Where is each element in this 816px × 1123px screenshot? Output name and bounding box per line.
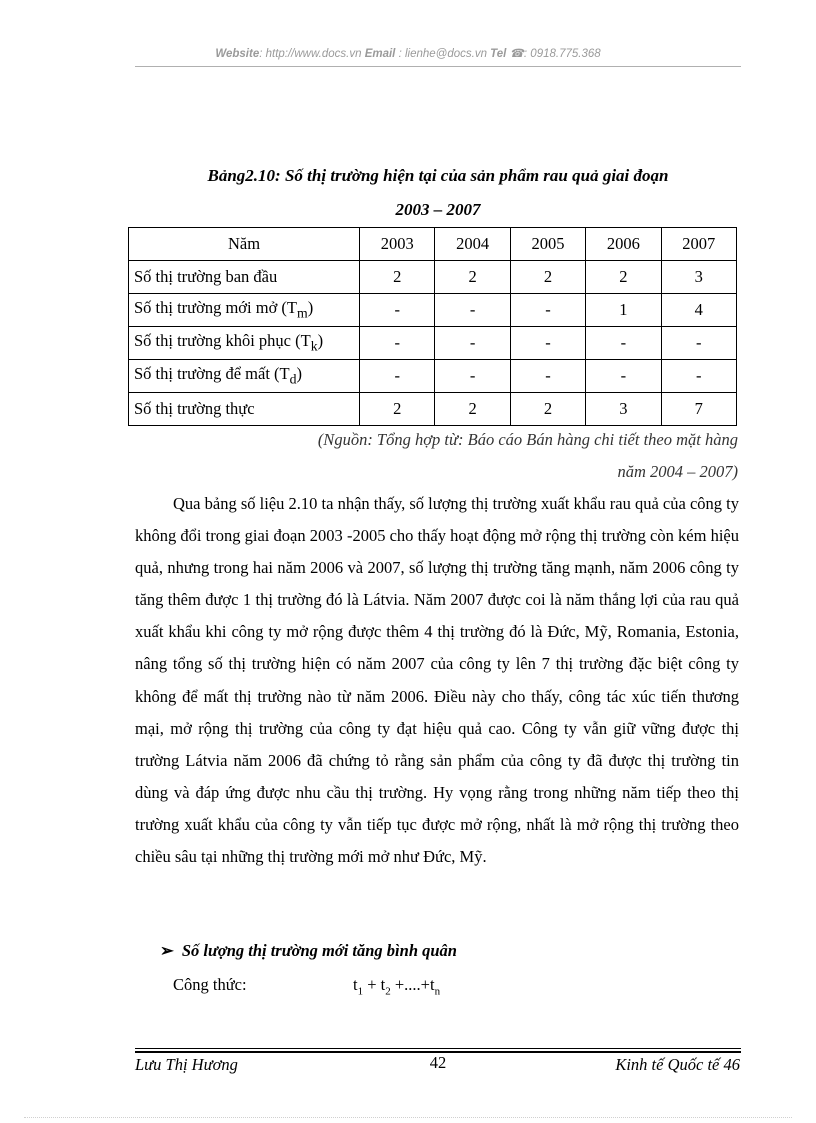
header-cell: 2005 bbox=[510, 228, 585, 261]
header-divider bbox=[135, 66, 741, 67]
table-caption-line1: Bảng2.10: Số thị trường hiện tại của sản phẩm rau quả giai đoạn bbox=[207, 166, 669, 185]
table-cell: - bbox=[586, 327, 661, 360]
table-cell: - bbox=[435, 327, 510, 360]
table-cell: 3 bbox=[586, 393, 661, 426]
markets-table bbox=[128, 227, 737, 426]
table-cell: 2 bbox=[586, 261, 661, 294]
table-cell: - bbox=[360, 294, 435, 327]
tel-value: : 0918.775.368 bbox=[523, 48, 601, 60]
formula-expression: $t_1 + t_2 +....+t_n$ bbox=[353, 975, 441, 998]
row-label: Số thị trường thực bbox=[129, 393, 360, 426]
table-cell: 4 bbox=[661, 294, 736, 327]
table-cell: - bbox=[586, 360, 661, 393]
table-cell: 7 bbox=[661, 393, 736, 426]
header-cell: Năm bbox=[129, 228, 360, 261]
source-note-line1: (Nguồn: Tổng hợp từ: Báo cáo Bán hàng chi tiết theo mặt hàng bbox=[317, 430, 738, 449]
table-cell: - bbox=[510, 294, 585, 327]
source-note-line2: năm 2004 – 2007) bbox=[617, 462, 738, 481]
table-cell: - bbox=[510, 327, 585, 360]
formula-label: Công thức: bbox=[173, 975, 247, 994]
table-cell: - bbox=[360, 327, 435, 360]
table-row bbox=[129, 261, 737, 294]
footer-divider-thin bbox=[135, 1048, 741, 1049]
header-cell: 2006 bbox=[586, 228, 661, 261]
website-value[interactable]: : http://www.docs.vn bbox=[259, 48, 362, 60]
table-cell: 2 bbox=[435, 393, 510, 426]
table-cell: - bbox=[661, 327, 736, 360]
table-cell: - bbox=[510, 360, 585, 393]
row-label: Số thị trường khôi phục $(T_k)$ bbox=[129, 327, 360, 360]
row-label: Số thị trường ban đầu bbox=[129, 261, 360, 294]
header-cell: 2004 bbox=[435, 228, 510, 261]
website-label: Website bbox=[215, 48, 260, 60]
analysis-paragraph: Qua bảng số liệu 2.10 ta nhận thấy, số lượng thị trường xuất khẩu rau quả của công ty không đổi trong giai đoạn 2003 -2005 cho thấy hoạt động mở rộng thị trường còn kém hiệu quả, nhưng trong hai năm 2006 và 2007, số lượng thị trường tăng mạnh, năm 2006 công ty tăng thêm được 1 thị trường đó là Látvia. Năm 2007 được coi là năm thắng lợi của rau quả xuất khẩu khi công ty mở rộng được thêm 4 thị trường đó là Đức, Mỹ, Romania, Estonia, nâng tổng số thị trường hiện có năm 2007 của công ty lên 7 thị trường đặc biệt công ty không để mất thị trường nào từ năm 2006. Điều này cho thấy, công tác xúc tiến thương mại, mở rộng thị trường của công ty đạt hiệu quả cao. Công ty vẫn giữ vững được thị trường Látvia năm 2006 đã chứng tỏ rằng sản phẩm của công ty đã được thị trường tin dùng và đáp ứng được nhu cầu thị trường. Hy vọng rằng trong những năm tiếp theo thị trường xuất khẩu của công ty vẫn tiếp tục được mở rộng, nhất là mở rộng thị trường theo chiều sâu tại những thị trường mới mở như Đức, Mỹ. bbox=[135, 494, 739, 867]
header-cell: 2007 bbox=[661, 228, 736, 261]
table-cell: 2 bbox=[435, 261, 510, 294]
table-cell: 2 bbox=[360, 393, 435, 426]
email-value[interactable]: : lienhe@docs.vn bbox=[398, 48, 487, 60]
page-edge-divider bbox=[24, 1117, 792, 1118]
header-cell: 2003 bbox=[360, 228, 435, 261]
bullet-heading-text: Số lượng thị trường mới tăng bình quân bbox=[181, 941, 457, 960]
table-cell: - bbox=[360, 360, 435, 393]
table-cell: 2 bbox=[510, 393, 585, 426]
arrow-bullet-icon: ➢ bbox=[160, 941, 174, 960]
bullet-heading bbox=[160, 941, 457, 961]
table-cell: - bbox=[435, 294, 510, 327]
table-row bbox=[129, 294, 737, 327]
footer-course: Kinh tế Quốc tế 46 bbox=[615, 1055, 740, 1074]
row-label: Số thị trường để mất $(T_d)$ bbox=[129, 360, 360, 393]
table-cell: 3 bbox=[661, 261, 736, 294]
table-cell: - bbox=[435, 360, 510, 393]
table-header-row bbox=[129, 228, 737, 261]
footer-author: Lưu Thị Hương bbox=[135, 1055, 238, 1074]
row-label: Số thị trường mới mở $(T_m)$ bbox=[129, 294, 360, 327]
page-number: 42 bbox=[429, 1053, 447, 1072]
table-cell: 2 bbox=[360, 261, 435, 294]
table-caption-line2: 2003 – 2007 bbox=[395, 200, 481, 219]
table-row bbox=[129, 327, 737, 360]
table-row bbox=[129, 393, 737, 426]
table-cell: - bbox=[661, 360, 736, 393]
tel-label: Tel bbox=[490, 48, 507, 60]
table-cell: 1 bbox=[586, 294, 661, 327]
page-header bbox=[0, 46, 816, 60]
email-label: Email bbox=[364, 48, 396, 60]
phone-icon: ☎ bbox=[509, 48, 524, 60]
table-cell: 2 bbox=[510, 261, 585, 294]
table-row bbox=[129, 360, 737, 393]
